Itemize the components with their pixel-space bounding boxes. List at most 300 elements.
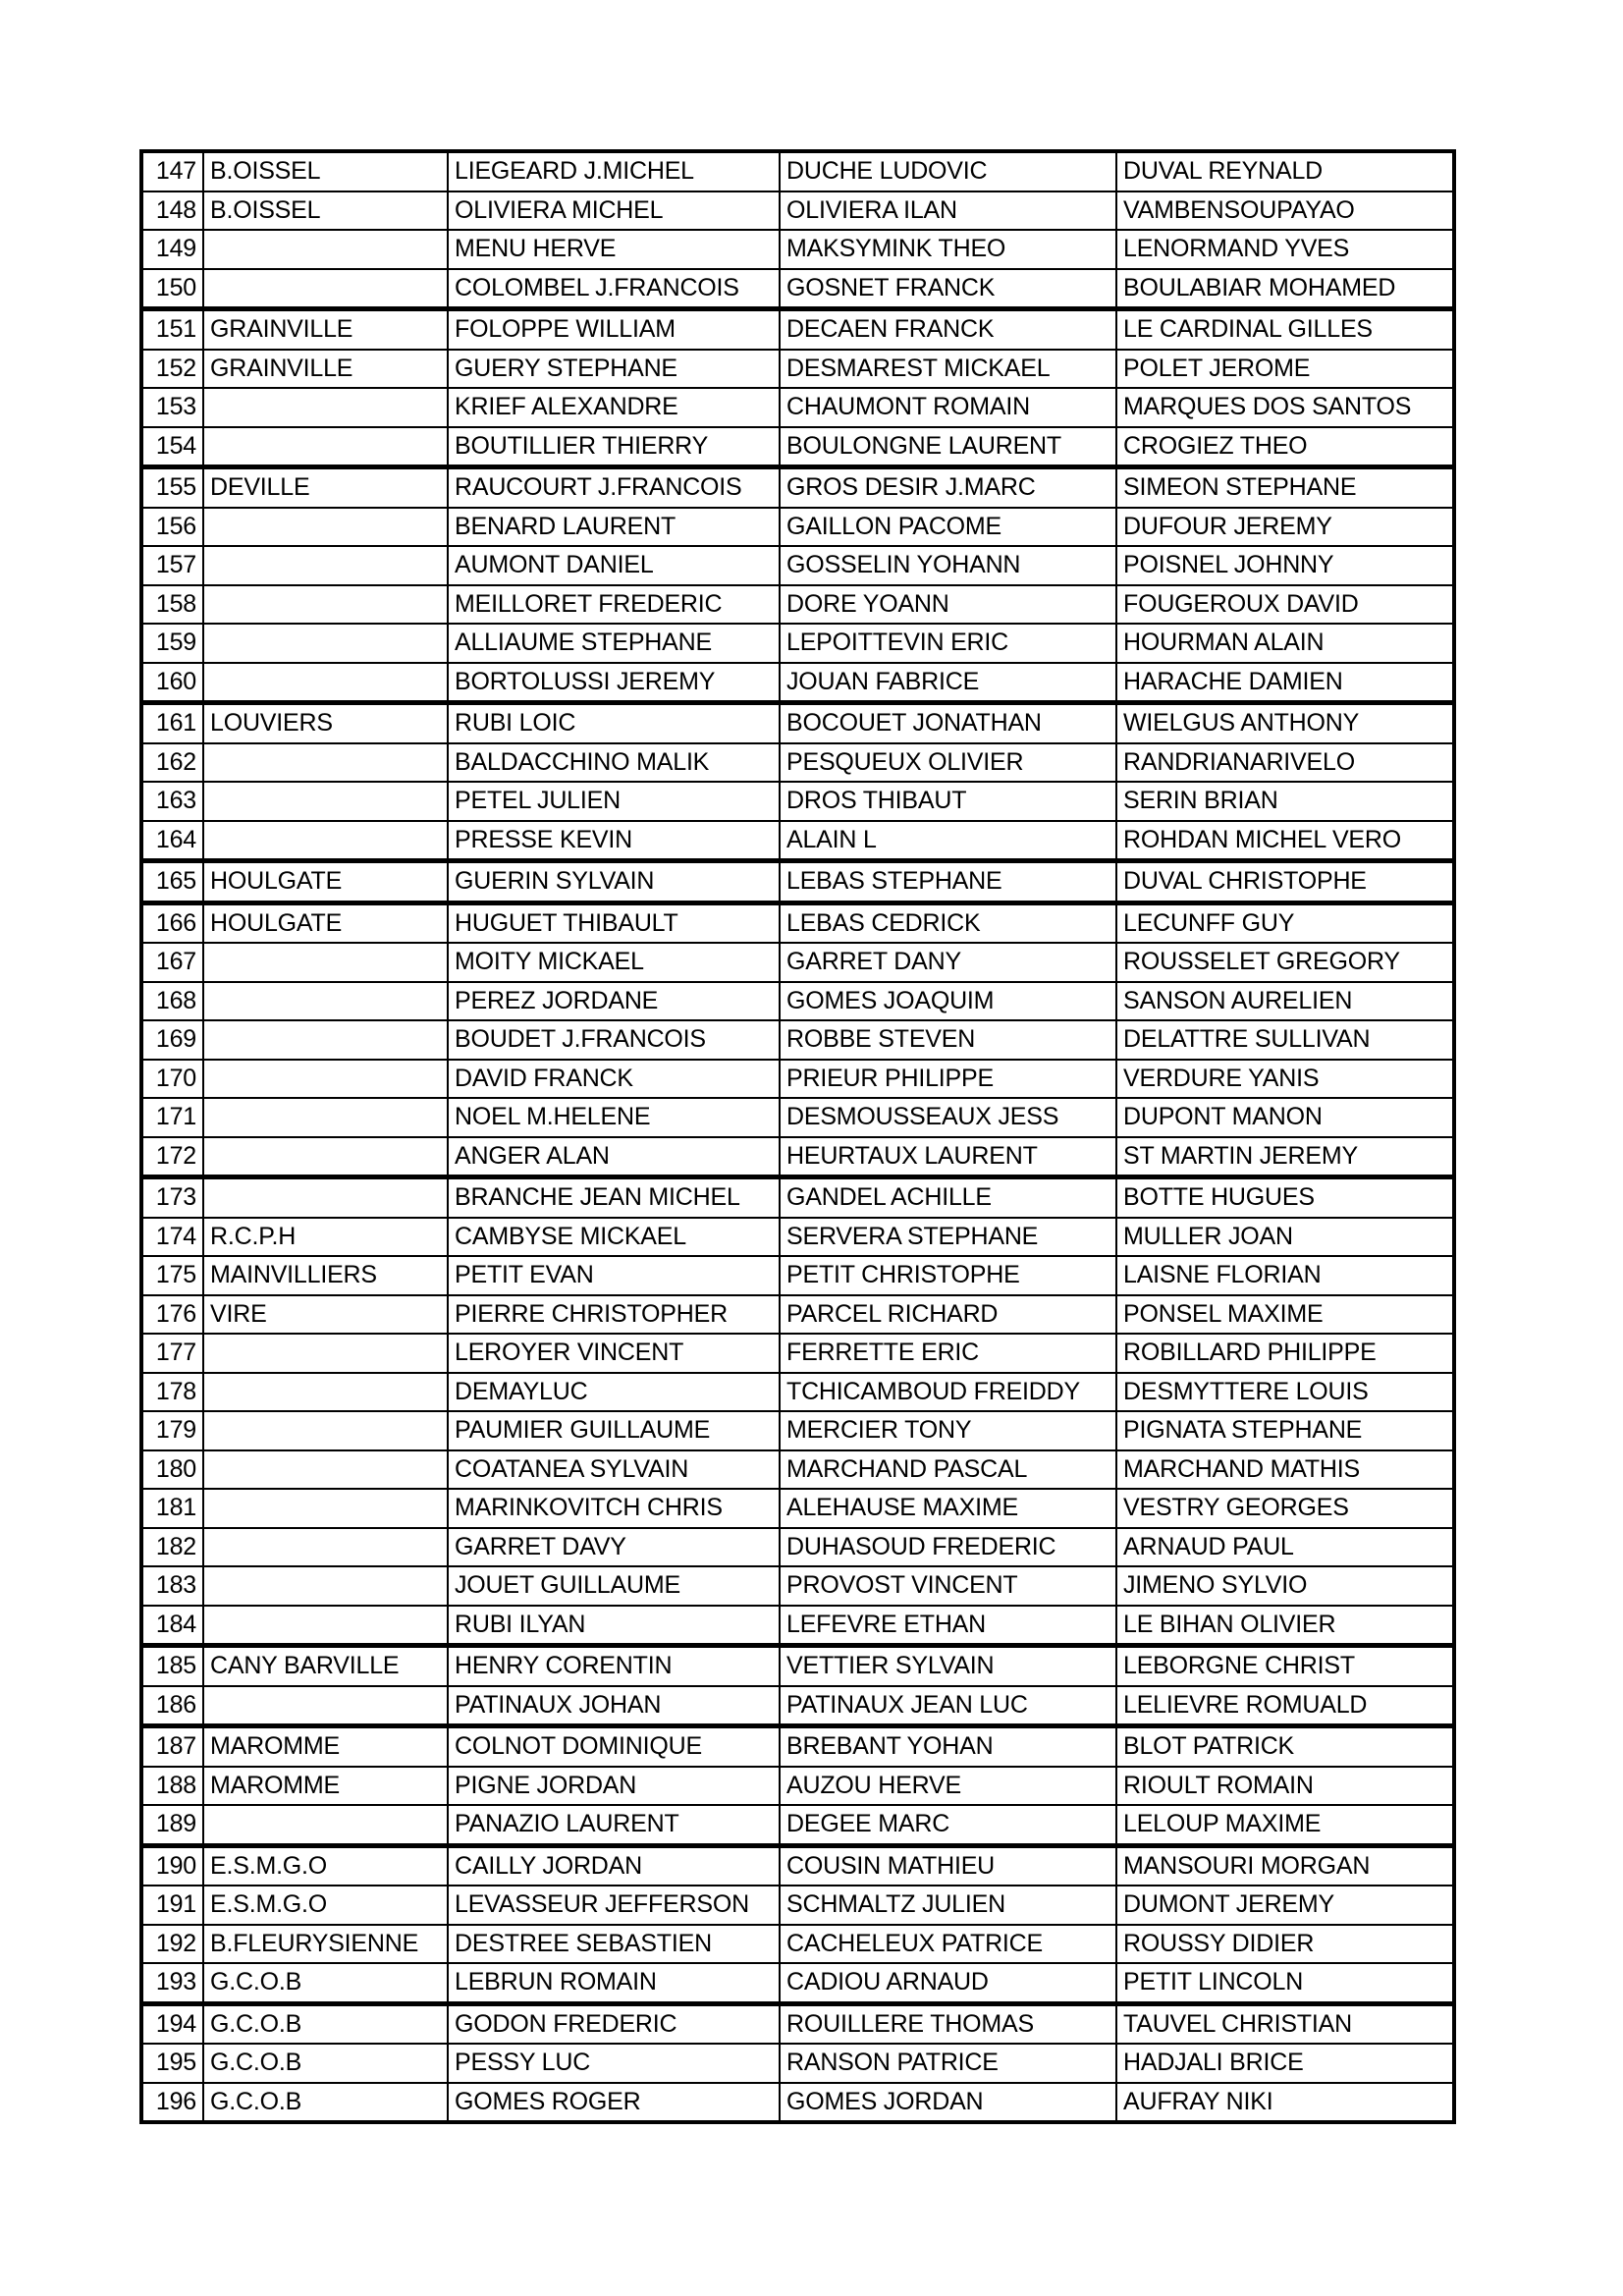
player3-cell: PONSEL MAXIME (1116, 1295, 1454, 1335)
table-row (141, 151, 1454, 191)
player1-cell: MENU HERVE (448, 230, 780, 269)
club-cell: MAROMME (203, 1726, 448, 1767)
player1-cell: BORTOLUSSI JEREMY (448, 663, 780, 703)
player3-cell: DUPONT MANON (1116, 1098, 1454, 1137)
player2-cell: BREBANT YOHAN (780, 1726, 1116, 1767)
player2-cell: MARCHAND PASCAL (780, 1450, 1116, 1490)
table-row (141, 350, 1454, 389)
table-row (141, 1334, 1454, 1373)
row-number-cell: 190 (141, 1845, 203, 1886)
club-cell (203, 269, 448, 309)
player1-cell: DESTREE SEBASTIEN (448, 1925, 780, 1964)
player3-cell: FOUGEROUX DAVID (1116, 585, 1454, 625)
table-row (141, 427, 1454, 467)
player1-cell: AUMONT DANIEL (448, 546, 780, 585)
player2-cell: DEGEE MARC (780, 1805, 1116, 1845)
row-number-cell: 179 (141, 1411, 203, 1450)
player3-cell: BOTTE HUGUES (1116, 1177, 1454, 1218)
player3-cell: LE BIHAN OLIVIER (1116, 1606, 1454, 1646)
player3-cell: DUMONT JEREMY (1116, 1886, 1454, 1925)
player2-cell: ALEHAUSE MAXIME (780, 1489, 1116, 1528)
club-cell (203, 508, 448, 547)
player1-cell: PESSY LUC (448, 2044, 780, 2083)
player2-cell: PETIT CHRISTOPHE (780, 1256, 1116, 1295)
row-number-cell: 170 (141, 1060, 203, 1099)
player1-cell: OLIVIERA MICHEL (448, 191, 780, 231)
player3-cell: MARQUES DOS SANTOS (1116, 388, 1454, 427)
table-row (141, 1566, 1454, 1606)
player3-cell: HARACHE DAMIEN (1116, 663, 1454, 703)
player3-cell: DELATTRE SULLIVAN (1116, 1020, 1454, 1060)
table-row (141, 230, 1454, 269)
table-row (141, 1060, 1454, 1099)
player1-cell: FOLOPPE WILLIAM (448, 309, 780, 350)
table-row (141, 743, 1454, 783)
row-number-cell: 187 (141, 1726, 203, 1767)
player1-cell: BALDACCHINO MALIK (448, 743, 780, 783)
club-cell (203, 943, 448, 982)
row-number-cell: 151 (141, 309, 203, 350)
player1-cell: RAUCOURT J.FRANCOIS (448, 467, 780, 508)
table-row (141, 624, 1454, 663)
player1-cell: MOITY MICKAEL (448, 943, 780, 982)
row-number-cell: 177 (141, 1334, 203, 1373)
player3-cell: BOULABIAR MOHAMED (1116, 269, 1454, 309)
club-cell: CANY BARVILLE (203, 1646, 448, 1686)
player1-cell: PRESSE KEVIN (448, 821, 780, 861)
club-cell (203, 1411, 448, 1450)
player1-cell: PEREZ JORDANE (448, 982, 780, 1021)
player3-cell: MARCHAND MATHIS (1116, 1450, 1454, 1490)
player1-cell: MEILLORET FREDERIC (448, 585, 780, 625)
club-cell (203, 1060, 448, 1099)
row-number-cell: 162 (141, 743, 203, 783)
row-number-cell: 181 (141, 1489, 203, 1528)
table-row (141, 982, 1454, 1021)
player1-cell: GUERY STEPHANE (448, 350, 780, 389)
player2-cell: DESMOUSSEAUX JESS (780, 1098, 1116, 1137)
player2-cell: PROVOST VINCENT (780, 1566, 1116, 1606)
player2-cell: MAKSYMINK THEO (780, 230, 1116, 269)
row-number-cell: 163 (141, 782, 203, 821)
player1-cell: PETEL JULIEN (448, 782, 780, 821)
club-cell (203, 1137, 448, 1177)
club-cell (203, 1805, 448, 1845)
player3-cell: TAUVEL CHRISTIAN (1116, 2003, 1454, 2044)
player2-cell: DECAEN FRANCK (780, 309, 1116, 350)
club-cell: GRAINVILLE (203, 309, 448, 350)
club-cell: E.S.M.G.O (203, 1886, 448, 1925)
table-row (141, 1963, 1454, 2003)
row-number-cell: 161 (141, 703, 203, 743)
row-number-cell: 184 (141, 1606, 203, 1646)
club-cell (203, 1686, 448, 1726)
player2-cell: RANSON PATRICE (780, 2044, 1116, 2083)
table-row (141, 1925, 1454, 1964)
club-cell (203, 1098, 448, 1137)
player2-cell: SERVERA STEPHANE (780, 1218, 1116, 1257)
club-cell: B.OISSEL (203, 151, 448, 191)
player1-cell: LEBRUN ROMAIN (448, 1963, 780, 2003)
club-cell (203, 427, 448, 467)
player3-cell: VAMBENSOUPAYAO (1116, 191, 1454, 231)
player2-cell: PATINAUX JEAN LUC (780, 1686, 1116, 1726)
row-number-cell: 148 (141, 191, 203, 231)
player3-cell: DESMYTTERE LOUIS (1116, 1373, 1454, 1412)
player1-cell: BRANCHE JEAN MICHEL (448, 1177, 780, 1218)
player2-cell: DORE YOANN (780, 585, 1116, 625)
player3-cell: HADJALI BRICE (1116, 2044, 1454, 2083)
team-roster-table (139, 149, 1456, 2124)
row-number-cell: 192 (141, 1925, 203, 1964)
table-row (141, 508, 1454, 547)
player1-cell: MARINKOVITCH CHRIS (448, 1489, 780, 1528)
table-row (141, 1646, 1454, 1686)
player3-cell: RIOULT ROMAIN (1116, 1767, 1454, 1806)
player3-cell: DUFOUR JEREMY (1116, 508, 1454, 547)
row-number-cell: 158 (141, 585, 203, 625)
player2-cell: HEURTAUX LAURENT (780, 1137, 1116, 1177)
player1-cell: CAMBYSE MICKAEL (448, 1218, 780, 1257)
table-row (141, 1411, 1454, 1450)
player2-cell: GOSNET FRANCK (780, 269, 1116, 309)
club-cell (203, 782, 448, 821)
player3-cell: CROGIEZ THEO (1116, 427, 1454, 467)
player1-cell: RUBI LOIC (448, 703, 780, 743)
player2-cell: DESMAREST MICKAEL (780, 350, 1116, 389)
table-row (141, 1726, 1454, 1767)
player3-cell: HOURMAN ALAIN (1116, 624, 1454, 663)
player3-cell: PETIT LINCOLN (1116, 1963, 1454, 2003)
player3-cell: ST MARTIN JEREMY (1116, 1137, 1454, 1177)
player3-cell: POLET JEROME (1116, 350, 1454, 389)
player1-cell: PAUMIER GUILLAUME (448, 1411, 780, 1450)
table-row (141, 1218, 1454, 1257)
table-row (141, 821, 1454, 861)
table-row (141, 1528, 1454, 1567)
row-number-cell: 194 (141, 2003, 203, 2044)
table-row (141, 703, 1454, 743)
club-cell (203, 546, 448, 585)
player3-cell: DUVAL CHRISTOPHE (1116, 861, 1454, 903)
player1-cell: GARRET DAVY (448, 1528, 780, 1567)
player2-cell: BOCOUET JONATHAN (780, 703, 1116, 743)
row-number-cell: 196 (141, 2083, 203, 2123)
player2-cell: ROBBE STEVEN (780, 1020, 1116, 1060)
player3-cell: WIELGUS ANTHONY (1116, 703, 1454, 743)
club-cell (203, 982, 448, 1021)
club-cell: G.C.O.B (203, 1963, 448, 2003)
player3-cell: LELIEVRE ROMUALD (1116, 1686, 1454, 1726)
table-row (141, 1845, 1454, 1886)
player2-cell: TCHICAMBOUD FREIDDY (780, 1373, 1116, 1412)
table-row (141, 1450, 1454, 1490)
club-cell (203, 663, 448, 703)
player1-cell: ALLIAUME STEPHANE (448, 624, 780, 663)
player1-cell: PATINAUX JOHAN (448, 1686, 780, 1726)
table-row (141, 585, 1454, 625)
player2-cell: COUSIN MATHIEU (780, 1845, 1116, 1886)
club-cell: GRAINVILLE (203, 350, 448, 389)
row-number-cell: 166 (141, 902, 203, 943)
table-row (141, 2003, 1454, 2044)
player1-cell: PIERRE CHRISTOPHER (448, 1295, 780, 1335)
row-number-cell: 164 (141, 821, 203, 861)
table-row (141, 943, 1454, 982)
table-row (141, 1886, 1454, 1925)
player1-cell: RUBI ILYAN (448, 1606, 780, 1646)
player2-cell: PRIEUR PHILIPPE (780, 1060, 1116, 1099)
player3-cell: SANSON AURELIEN (1116, 982, 1454, 1021)
player3-cell: MULLER JOAN (1116, 1218, 1454, 1257)
club-cell: G.C.O.B (203, 2003, 448, 2044)
club-cell: MAROMME (203, 1767, 448, 1806)
row-number-cell: 154 (141, 427, 203, 467)
club-cell: LOUVIERS (203, 703, 448, 743)
player1-cell: LIEGEARD J.MICHEL (448, 151, 780, 191)
player1-cell: JOUET GUILLAUME (448, 1566, 780, 1606)
table-row (141, 1295, 1454, 1335)
player1-cell: CAILLY JORDAN (448, 1845, 780, 1886)
row-number-cell: 176 (141, 1295, 203, 1335)
player3-cell: VESTRY GEORGES (1116, 1489, 1454, 1528)
table-row (141, 2044, 1454, 2083)
player1-cell: HUGUET THIBAULT (448, 902, 780, 943)
player2-cell: DUHASOUD FREDERIC (780, 1528, 1116, 1567)
player1-cell: GOMES ROGER (448, 2083, 780, 2123)
player3-cell: DUVAL REYNALD (1116, 151, 1454, 191)
table-row (141, 1098, 1454, 1137)
club-cell: E.S.M.G.O (203, 1845, 448, 1886)
player1-cell: NOEL M.HELENE (448, 1098, 780, 1137)
player2-cell: PESQUEUX OLIVIER (780, 743, 1116, 783)
row-number-cell: 159 (141, 624, 203, 663)
player1-cell: PANAZIO LAURENT (448, 1805, 780, 1845)
player3-cell: ROUSSY DIDIER (1116, 1925, 1454, 1964)
row-number-cell: 165 (141, 861, 203, 903)
player3-cell: VERDURE YANIS (1116, 1060, 1454, 1099)
club-cell (203, 1528, 448, 1567)
club-cell (203, 1334, 448, 1373)
row-number-cell: 160 (141, 663, 203, 703)
row-number-cell: 167 (141, 943, 203, 982)
club-cell (203, 1566, 448, 1606)
club-cell (203, 1373, 448, 1412)
player2-cell: LEPOITTEVIN ERIC (780, 624, 1116, 663)
table-row (141, 388, 1454, 427)
player2-cell: GOMES JOAQUIM (780, 982, 1116, 1021)
table-row (141, 269, 1454, 309)
row-number-cell: 169 (141, 1020, 203, 1060)
club-cell: VIRE (203, 1295, 448, 1335)
row-number-cell: 193 (141, 1963, 203, 2003)
player2-cell: CADIOU ARNAUD (780, 1963, 1116, 2003)
player1-cell: KRIEF ALEXANDRE (448, 388, 780, 427)
player3-cell: SERIN BRIAN (1116, 782, 1454, 821)
player3-cell: SIMEON STEPHANE (1116, 467, 1454, 508)
player2-cell: SCHMALTZ JULIEN (780, 1886, 1116, 1925)
player3-cell: PIGNATA STEPHANE (1116, 1411, 1454, 1450)
club-cell: G.C.O.B (203, 2083, 448, 2123)
table-row (141, 663, 1454, 703)
player2-cell: DROS THIBAUT (780, 782, 1116, 821)
player1-cell: DAVID FRANCK (448, 1060, 780, 1099)
player3-cell: ROBILLARD PHILIPPE (1116, 1334, 1454, 1373)
club-cell: HOULGATE (203, 861, 448, 903)
club-cell (203, 821, 448, 861)
player2-cell: FERRETTE ERIC (780, 1334, 1116, 1373)
player2-cell: DUCHE LUDOVIC (780, 151, 1116, 191)
club-cell: R.C.P.H (203, 1218, 448, 1257)
player1-cell: LEROYER VINCENT (448, 1334, 780, 1373)
row-number-cell: 149 (141, 230, 203, 269)
player2-cell: AUZOU HERVE (780, 1767, 1116, 1806)
row-number-cell: 189 (141, 1805, 203, 1845)
club-cell (203, 1489, 448, 1528)
row-number-cell: 150 (141, 269, 203, 309)
player1-cell: HENRY CORENTIN (448, 1646, 780, 1686)
row-number-cell: 157 (141, 546, 203, 585)
row-number-cell: 173 (141, 1177, 203, 1218)
player3-cell: LELOUP MAXIME (1116, 1805, 1454, 1845)
row-number-cell: 155 (141, 467, 203, 508)
table-row (141, 1686, 1454, 1726)
row-number-cell: 178 (141, 1373, 203, 1412)
table-row (141, 467, 1454, 508)
table-row (141, 2083, 1454, 2123)
player1-cell: ANGER ALAN (448, 1137, 780, 1177)
table-body (141, 151, 1454, 2122)
player3-cell: ARNAUD PAUL (1116, 1528, 1454, 1567)
club-cell: DEVILLE (203, 467, 448, 508)
table-row (141, 861, 1454, 903)
club-cell (203, 1606, 448, 1646)
player3-cell: AUFRAY NIKI (1116, 2083, 1454, 2123)
table-row (141, 782, 1454, 821)
player3-cell: POISNEL JOHNNY (1116, 546, 1454, 585)
table-row (141, 1805, 1454, 1845)
player2-cell: GAILLON PACOME (780, 508, 1116, 547)
table-row (141, 191, 1454, 231)
row-number-cell: 172 (141, 1137, 203, 1177)
player3-cell: BLOT PATRICK (1116, 1726, 1454, 1767)
player3-cell: LENORMAND YVES (1116, 230, 1454, 269)
club-cell (203, 1020, 448, 1060)
club-cell: B.OISSEL (203, 191, 448, 231)
player2-cell: GROS DESIR J.MARC (780, 467, 1116, 508)
table-row (141, 1137, 1454, 1177)
row-number-cell: 153 (141, 388, 203, 427)
player1-cell: LEVASSEUR JEFFERSON (448, 1886, 780, 1925)
player3-cell: RANDRIANARIVELO (1116, 743, 1454, 783)
player2-cell: OLIVIERA ILAN (780, 191, 1116, 231)
player3-cell: LEBORGNE CHRIST (1116, 1646, 1454, 1686)
club-cell (203, 624, 448, 663)
player2-cell: ROUILLERE THOMAS (780, 2003, 1116, 2044)
player1-cell: DEMAYLUC (448, 1373, 780, 1412)
table-row (141, 1256, 1454, 1295)
table-row (141, 1489, 1454, 1528)
player1-cell: COATANEA SYLVAIN (448, 1450, 780, 1490)
player3-cell: MANSOURI MORGAN (1116, 1845, 1454, 1886)
player2-cell: VETTIER SYLVAIN (780, 1646, 1116, 1686)
player2-cell: LEFEVRE ETHAN (780, 1606, 1116, 1646)
row-number-cell: 174 (141, 1218, 203, 1257)
player2-cell: PARCEL RICHARD (780, 1295, 1116, 1335)
table-row (141, 309, 1454, 350)
player1-cell: PIGNE JORDAN (448, 1767, 780, 1806)
row-number-cell: 185 (141, 1646, 203, 1686)
row-number-cell: 180 (141, 1450, 203, 1490)
table-row (141, 1373, 1454, 1412)
row-number-cell: 152 (141, 350, 203, 389)
row-number-cell: 182 (141, 1528, 203, 1567)
player2-cell: GARRET DANY (780, 943, 1116, 982)
club-cell (203, 1450, 448, 1490)
player2-cell: LEBAS CEDRICK (780, 902, 1116, 943)
row-number-cell: 188 (141, 1767, 203, 1806)
player3-cell: ROHDAN MICHEL VERO (1116, 821, 1454, 861)
row-number-cell: 156 (141, 508, 203, 547)
player2-cell: CHAUMONT ROMAIN (780, 388, 1116, 427)
player1-cell: BOUDET J.FRANCOIS (448, 1020, 780, 1060)
player1-cell: COLNOT DOMINIQUE (448, 1726, 780, 1767)
club-cell: HOULGATE (203, 902, 448, 943)
player2-cell: MERCIER TONY (780, 1411, 1116, 1450)
player2-cell: GOMES JORDAN (780, 2083, 1116, 2123)
club-cell (203, 388, 448, 427)
player2-cell: GANDEL ACHILLE (780, 1177, 1116, 1218)
table-row (141, 546, 1454, 585)
row-number-cell: 183 (141, 1566, 203, 1606)
player3-cell: ROUSSELET GREGORY (1116, 943, 1454, 982)
table-row (141, 1606, 1454, 1646)
player2-cell: GOSSELIN YOHANN (780, 546, 1116, 585)
row-number-cell: 191 (141, 1886, 203, 1925)
player1-cell: BENARD LAURENT (448, 508, 780, 547)
table-row (141, 1020, 1454, 1060)
document-sheet (139, 149, 1456, 2124)
player3-cell: JIMENO SYLVIO (1116, 1566, 1454, 1606)
club-cell (203, 1177, 448, 1218)
row-number-cell: 171 (141, 1098, 203, 1137)
player3-cell: LAISNE FLORIAN (1116, 1256, 1454, 1295)
club-cell: B.FLEURYSIENNE (203, 1925, 448, 1964)
table-row (141, 1767, 1454, 1806)
club-cell (203, 230, 448, 269)
row-number-cell: 175 (141, 1256, 203, 1295)
player2-cell: ALAIN L (780, 821, 1116, 861)
club-cell: MAINVILLIERS (203, 1256, 448, 1295)
player1-cell: COLOMBEL J.FRANCOIS (448, 269, 780, 309)
player3-cell: LE CARDINAL GILLES (1116, 309, 1454, 350)
player2-cell: LEBAS STEPHANE (780, 861, 1116, 903)
player2-cell: JOUAN FABRICE (780, 663, 1116, 703)
club-cell: G.C.O.B (203, 2044, 448, 2083)
table-row (141, 902, 1454, 943)
player3-cell: LECUNFF GUY (1116, 902, 1454, 943)
table-row (141, 1177, 1454, 1218)
row-number-cell: 195 (141, 2044, 203, 2083)
player1-cell: GUERIN SYLVAIN (448, 861, 780, 903)
club-cell (203, 585, 448, 625)
club-cell (203, 743, 448, 783)
player1-cell: BOUTILLIER THIERRY (448, 427, 780, 467)
player1-cell: PETIT EVAN (448, 1256, 780, 1295)
row-number-cell: 147 (141, 151, 203, 191)
row-number-cell: 186 (141, 1686, 203, 1726)
player2-cell: CACHELEUX PATRICE (780, 1925, 1116, 1964)
